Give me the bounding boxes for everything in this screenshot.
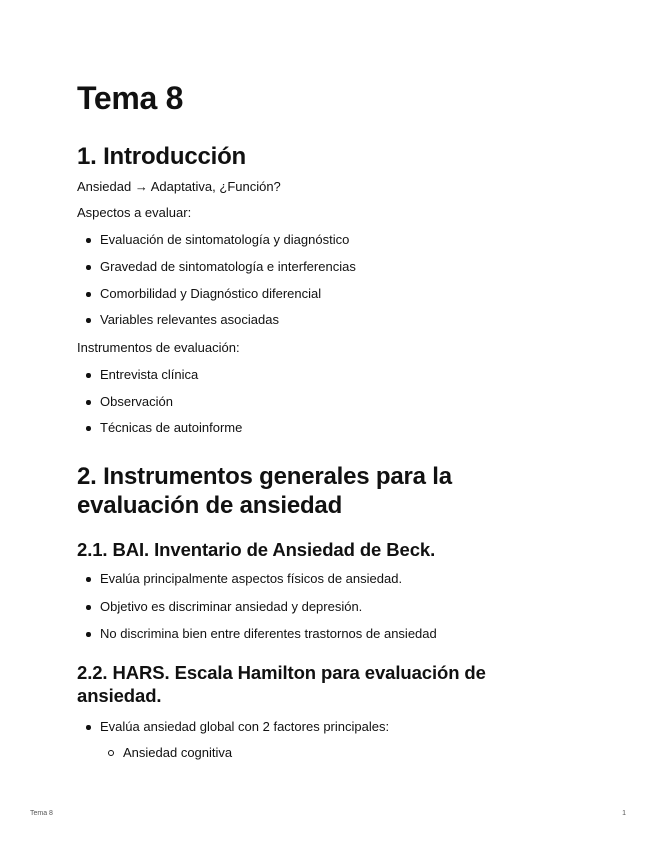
instruments-label: Instrumentos de evaluación: xyxy=(77,340,240,355)
section-heading-instrumentos-line1: 2. Instrumentos generales para la xyxy=(77,463,452,490)
list-item: Evalúa ansiedad global con 2 factores principales: xyxy=(77,719,389,735)
section-heading-instrumentos-line2: evaluación de ansiedad xyxy=(77,492,343,519)
subsection-heading-bai: 2.1. BAI. Inventario de Ansiedad de Beck. xyxy=(77,539,436,560)
list-item: Técnicas de autoinforme xyxy=(77,420,242,436)
intro-text: Ansiedad → Adaptativa, ¿Función? xyxy=(77,179,281,194)
list-item: Gravedad de sintomatología e interferencias xyxy=(77,259,356,275)
list-item: Observación xyxy=(77,394,173,410)
page-number: 1 xyxy=(622,810,626,817)
list-item: Evaluación de sintomatología y diagnóstico xyxy=(77,232,349,248)
list-item: Comorbilidad y Diagnóstico diferencial xyxy=(77,286,321,302)
list-item: Evalúa principalmente aspectos físicos de ansiedad. xyxy=(77,571,402,587)
subsection-heading-hars-line1: 2.2. HARS. Escala Hamilton para evaluación de xyxy=(77,662,486,683)
section-heading-introduccion: 1. Introducción xyxy=(77,143,247,170)
page-title: Tema 8 xyxy=(77,80,184,116)
list-item: No discrimina bien entre diferentes trastornos de ansiedad xyxy=(77,626,437,642)
list-item: Entrevista clínica xyxy=(77,367,198,383)
list-item: Objetivo es discriminar ansiedad y depresión. xyxy=(77,599,362,615)
footer-title: Tema 8 xyxy=(30,810,53,817)
sub-list-item: Ansiedad cognitiva xyxy=(100,745,232,761)
list-item: Variables relevantes asociadas xyxy=(77,312,279,328)
subsection-heading-hars-line2: ansiedad. xyxy=(77,685,162,706)
aspects-label: Aspectos a evaluar: xyxy=(77,205,192,220)
